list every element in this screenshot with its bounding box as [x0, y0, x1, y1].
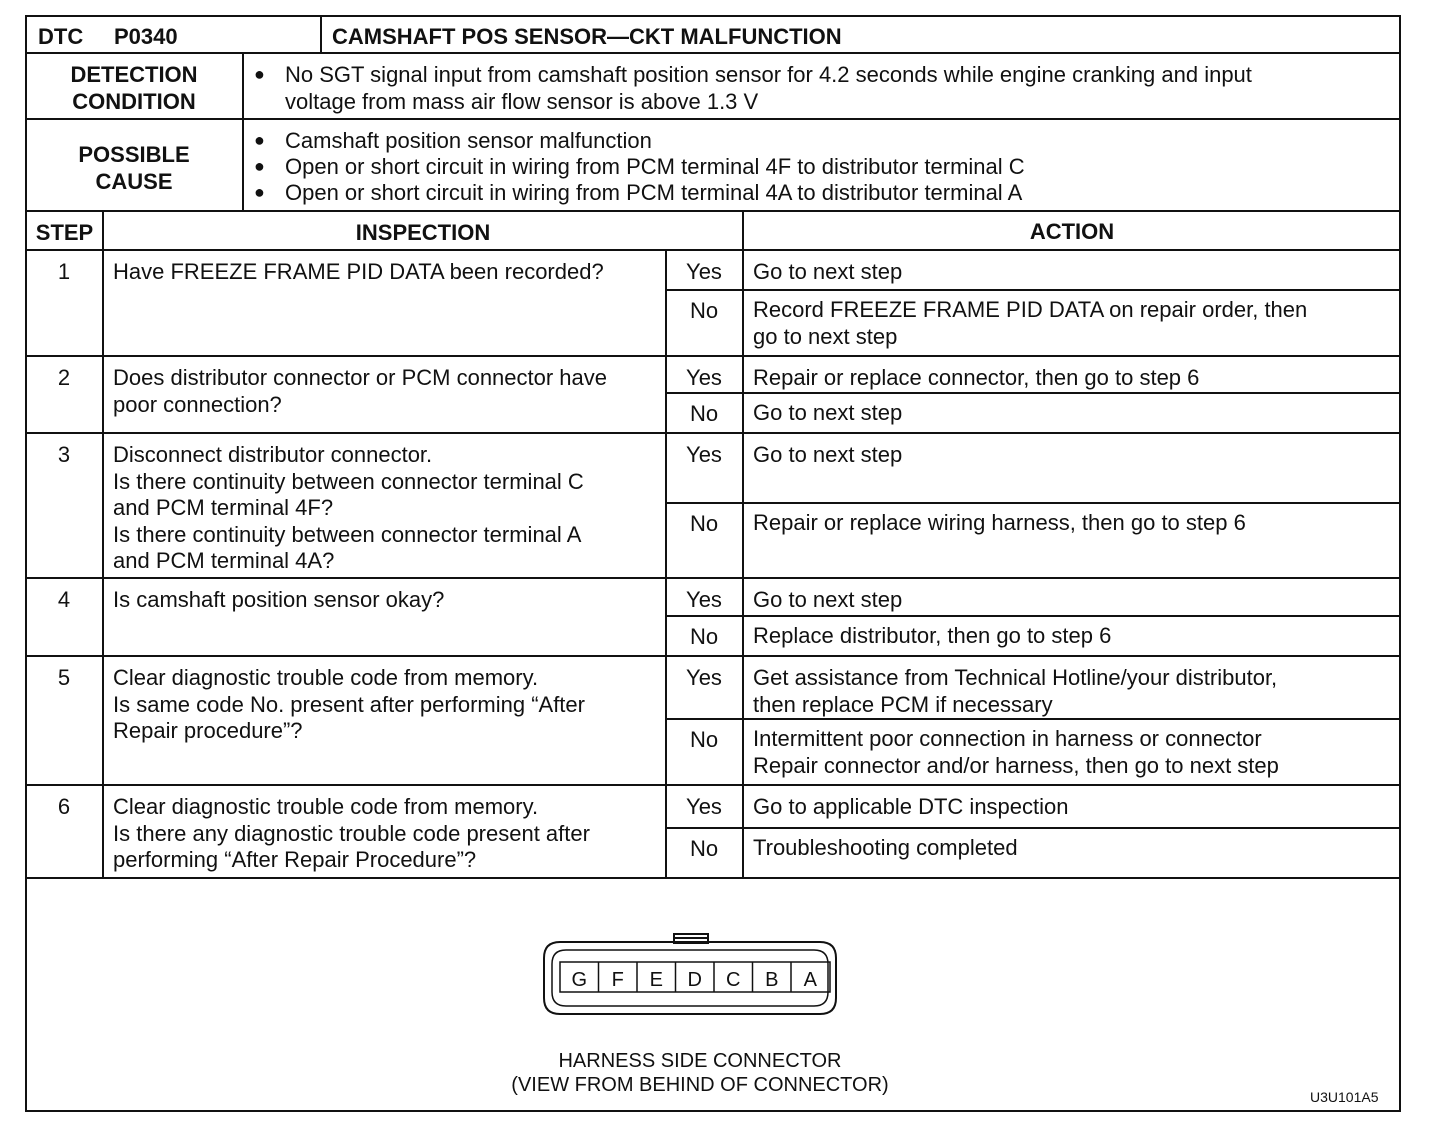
- detection-text-line1: No SGT signal input from camshaft position sensor for 4.2 seconds while engine cranking and input: [285, 62, 1252, 87]
- bullet-icon: ●: [254, 64, 265, 84]
- connector-pins: [571, 962, 817, 992]
- yes-action-text: Go to next step: [753, 259, 903, 284]
- no-action-text: Repair or replace wiring harness, then go to step 6: [753, 510, 1246, 535]
- inspection-text: Does distributor connector or PCM connector have: [113, 365, 608, 390]
- inspection-text: Clear diagnostic trouble code from memory.: [113, 665, 539, 690]
- cause-item: Open or short circuit in wiring from PCM terminal 4A to distributor terminal A: [285, 180, 1023, 205]
- yes-action-text: then replace PCM if necessary: [753, 691, 1053, 717]
- figure-code: U3U101A5: [1310, 1089, 1379, 1105]
- no-label: No: [689, 298, 719, 323]
- column-header-inspection: INSPECTION: [355, 220, 491, 245]
- cause-label-line1: POSSIBLE: [78, 142, 190, 167]
- yes-label: Yes: [686, 442, 722, 467]
- step-number: 4: [57, 587, 71, 612]
- no-label: No: [689, 511, 719, 536]
- connector-caption-line2: (VIEW FROM BEHIND OF CONNECTOR): [511, 1074, 889, 1096]
- yes-action-text: Get assistance from Technical Hotline/your distributor,: [753, 665, 1278, 690]
- yes-action-text: Go to next step: [753, 442, 903, 467]
- inspection-text: poor connection?: [113, 391, 282, 417]
- dtc-label: DTC: [38, 24, 84, 49]
- yes-label: Yes: [686, 587, 722, 612]
- no-label: No: [689, 624, 719, 649]
- connector-pin-label: B: [765, 969, 779, 991]
- cause-item: Open or short circuit in wiring from PCM terminal 4F to distributor terminal C: [285, 154, 1025, 179]
- inspection-text: Is there continuity between connector terminal A: [113, 521, 582, 547]
- connector-pin-label: D: [687, 969, 702, 991]
- yes-label: Yes: [686, 365, 722, 390]
- inspection-text: Disconnect distributor connector.: [113, 442, 433, 467]
- step-number: 6: [57, 794, 71, 819]
- detection-label-line2: CONDITION: [72, 89, 196, 114]
- detection-label-line1: DETECTION: [70, 62, 198, 87]
- no-action-text: Go to next step: [753, 400, 903, 425]
- bullet-icon: ●: [254, 156, 265, 176]
- no-action-text: Intermittent poor connection in harness or connector: [753, 726, 1262, 751]
- no-label: No: [689, 836, 719, 861]
- page-title: CAMSHAFT POS SENSOR—CKT MALFUNCTION: [332, 24, 842, 49]
- connector-caption-line1: HARNESS SIDE CONNECTOR: [558, 1050, 842, 1072]
- inspection-text: performing “After Repair Procedure”?: [113, 847, 477, 872]
- inspection-text: and PCM terminal 4F?: [113, 495, 334, 520]
- bullet-icon: ●: [254, 182, 265, 202]
- yes-label: Yes: [686, 794, 722, 819]
- column-header-action: ACTION: [1029, 219, 1115, 244]
- step-number: 5: [57, 665, 71, 690]
- no-action-text: go to next step: [753, 323, 898, 349]
- yes-action-text: Repair or replace connector, then go to step 6: [753, 365, 1200, 390]
- bullet-icon: ●: [254, 130, 265, 150]
- dtc-code: P0340: [114, 24, 178, 49]
- no-action-text: Repair connector and/or harness, then go to next step: [753, 752, 1279, 778]
- connector-pin-label: F: [611, 969, 624, 991]
- step-number: 2: [57, 365, 71, 390]
- connector-pin-label: C: [726, 969, 741, 991]
- no-action-text: Troubleshooting completed: [753, 835, 1018, 860]
- inspection-text: Clear diagnostic trouble code from memory.: [113, 794, 539, 819]
- no-label: No: [689, 401, 719, 426]
- connector-pin-label: A: [803, 969, 817, 991]
- column-header-step: STEP: [35, 220, 94, 245]
- yes-action-text: Go to applicable DTC inspection: [753, 794, 1069, 819]
- inspection-text: and PCM terminal 4A?: [113, 548, 335, 573]
- inspection-text: Is there continuity between connector terminal C: [113, 468, 584, 494]
- yes-action-text: Go to next step: [753, 587, 903, 612]
- yes-label: Yes: [686, 665, 722, 690]
- inspection-text: Is same code No. present after performing “After: [113, 691, 585, 717]
- inspection-text: Repair procedure”?: [113, 718, 303, 743]
- inspection-text: Have FREEZE FRAME PID DATA been recorded?: [113, 259, 604, 284]
- inspection-text: Is camshaft position sensor okay?: [113, 587, 445, 612]
- no-action-text: Replace distributor, then go to step 6: [753, 623, 1112, 648]
- step-number: 3: [57, 442, 71, 467]
- yes-label: Yes: [686, 259, 722, 284]
- step-number: 1: [57, 259, 71, 284]
- detection-text-line2: voltage from mass air flow sensor is above 1.3 V: [285, 89, 759, 114]
- inspection-text: Is there any diagnostic trouble code present after: [113, 820, 590, 846]
- cause-item: Camshaft position sensor malfunction: [285, 128, 652, 153]
- cause-label-line2: CAUSE: [95, 169, 173, 194]
- no-label: No: [689, 727, 719, 752]
- no-action-text: Record FREEZE FRAME PID DATA on repair order, then: [753, 297, 1308, 322]
- connector-pin-label: G: [571, 969, 588, 991]
- connector-pin-label: E: [649, 969, 663, 991]
